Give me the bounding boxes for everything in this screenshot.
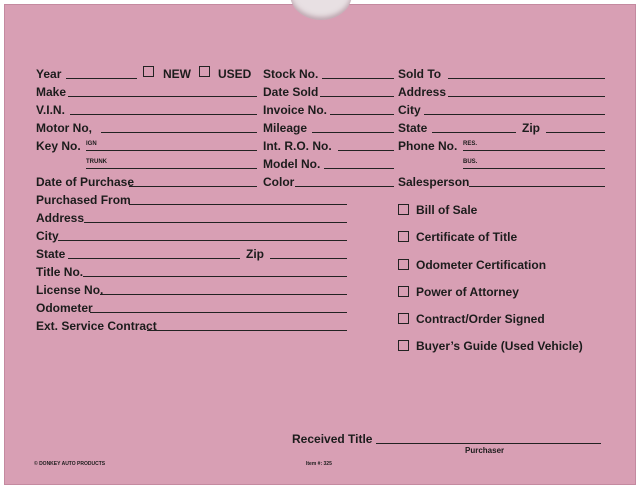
title-no-label: Title No. bbox=[36, 265, 84, 279]
purchase-address-label: Address bbox=[36, 211, 85, 225]
key-no-label: Key No. bbox=[36, 139, 81, 153]
buyer-state-field[interactable] bbox=[432, 132, 516, 133]
purchased-from-label: Purchased From bbox=[36, 193, 131, 207]
make-field[interactable] bbox=[68, 96, 257, 97]
contract-order-signed-label: Contract/Order Signed bbox=[416, 312, 545, 326]
date-sold-label: Date Sold bbox=[263, 85, 319, 99]
motor-no-label: Motor No, bbox=[36, 121, 92, 135]
purchase-city-label: City bbox=[36, 229, 59, 243]
received-title-label: Received Title bbox=[292, 432, 373, 446]
buyer-address-label: Address bbox=[398, 85, 447, 99]
vin-field[interactable] bbox=[70, 114, 257, 115]
stock-no-label: Stock No. bbox=[263, 67, 319, 81]
power-of-attorney-label: Power of Attorney bbox=[416, 285, 519, 299]
ign-key-field[interactable] bbox=[86, 150, 257, 151]
mileage-field[interactable] bbox=[312, 132, 394, 133]
bill-of-sale-checkbox[interactable] bbox=[398, 204, 409, 215]
color-field[interactable] bbox=[295, 186, 394, 187]
purchase-zip-field[interactable] bbox=[270, 258, 347, 259]
certificate-of-title-checkbox[interactable] bbox=[398, 231, 409, 242]
date-sold-field[interactable] bbox=[320, 96, 394, 97]
buyers-guide-checkbox[interactable] bbox=[398, 340, 409, 351]
ext-service-contract-label: Ext. Service Contract bbox=[36, 319, 157, 333]
purchaser-label: Purchaser bbox=[465, 446, 505, 455]
odometer-certification-label: Odometer Certification bbox=[416, 258, 547, 272]
certificate-of-title-label: Certificate of Title bbox=[416, 230, 518, 244]
buyers-guide-label: Buyer’s Guide (Used Vehicle) bbox=[416, 339, 583, 353]
license-no-label: License No. bbox=[36, 283, 104, 297]
buyer-address-field[interactable] bbox=[448, 96, 605, 97]
vin-label: V.I.N. bbox=[36, 103, 65, 117]
year-field[interactable] bbox=[66, 78, 137, 79]
new-label: NEW bbox=[163, 67, 191, 81]
invoice-no-label: Invoice No. bbox=[263, 103, 328, 117]
bill-of-sale-label: Bill of Sale bbox=[416, 203, 478, 217]
brand-logo-text: © DONKEY AUTO PRODUCTS bbox=[34, 461, 106, 467]
salesperson-label: Salesperson bbox=[398, 175, 470, 189]
buyer-city-label: City bbox=[398, 103, 421, 117]
used-label: USED bbox=[218, 67, 252, 81]
sold-to-label: Sold To bbox=[398, 67, 442, 81]
model-no-label: Model No. bbox=[263, 157, 321, 171]
int-ro-no-label: Int. R.O. No. bbox=[263, 139, 332, 153]
purchase-city-field[interactable] bbox=[58, 240, 347, 241]
license-no-field[interactable] bbox=[100, 294, 347, 295]
phone-no-label: Phone No. bbox=[398, 139, 458, 153]
phone-bus-field[interactable] bbox=[463, 168, 605, 169]
item-number: Item #: 325 bbox=[306, 461, 332, 467]
buyer-zip-label: Zip bbox=[522, 121, 540, 135]
purchased-from-field[interactable] bbox=[129, 204, 347, 205]
buyer-zip-field[interactable] bbox=[546, 132, 605, 133]
stock-no-field[interactable] bbox=[322, 78, 394, 79]
salesperson-field[interactable] bbox=[469, 186, 605, 187]
odometer-label: Odometer bbox=[36, 301, 93, 315]
purchase-address-field[interactable] bbox=[84, 222, 347, 223]
title-no-field[interactable] bbox=[83, 276, 347, 277]
purchase-state-label: State bbox=[36, 247, 66, 261]
purchase-state-field[interactable] bbox=[68, 258, 240, 259]
deal-jacket-form bbox=[4, 4, 636, 485]
sold-to-field[interactable] bbox=[448, 78, 605, 79]
buyer-state-label: State bbox=[398, 121, 428, 135]
phone-res-field[interactable] bbox=[463, 150, 605, 151]
model-no-field[interactable] bbox=[324, 168, 394, 169]
int-ro-no-field[interactable] bbox=[338, 150, 394, 151]
odometer-field[interactable] bbox=[90, 312, 347, 313]
color-label: Color bbox=[263, 175, 295, 189]
motor-no-field[interactable] bbox=[101, 132, 257, 133]
ign-label: IGN bbox=[86, 141, 97, 147]
trunk-key-field[interactable] bbox=[86, 168, 257, 169]
ext-service-contract-field[interactable] bbox=[147, 330, 347, 331]
bus-label: BUS. bbox=[463, 159, 478, 165]
new-checkbox[interactable] bbox=[143, 66, 154, 77]
date-of-purchase-field[interactable] bbox=[129, 186, 257, 187]
date-of-purchase-label: Date of Purchase bbox=[36, 175, 135, 189]
res-label: RES. bbox=[463, 141, 478, 147]
odometer-certification-checkbox[interactable] bbox=[398, 259, 409, 270]
power-of-attorney-checkbox[interactable] bbox=[398, 286, 409, 297]
invoice-no-field[interactable] bbox=[330, 114, 394, 115]
make-label: Make bbox=[36, 85, 67, 99]
received-title-field[interactable] bbox=[376, 443, 601, 444]
contract-order-signed-checkbox[interactable] bbox=[398, 313, 409, 324]
buyer-city-field[interactable] bbox=[424, 114, 605, 115]
mileage-label: Mileage bbox=[263, 121, 308, 135]
used-checkbox[interactable] bbox=[199, 66, 210, 77]
purchase-zip-label: Zip bbox=[246, 247, 264, 261]
trunk-label: TRUNK bbox=[86, 159, 107, 165]
year-label: Year bbox=[36, 67, 62, 81]
